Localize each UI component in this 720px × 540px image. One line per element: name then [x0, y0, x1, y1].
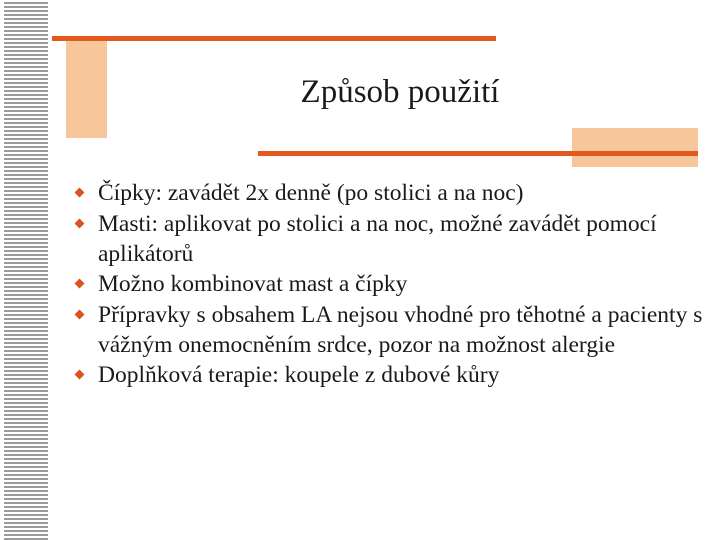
bullet-text: Možno kombinovat mast a čípky — [98, 271, 408, 297]
title-accent-block — [66, 38, 107, 138]
bullet-text: Masti: aplikovat po stolici a na noc, možné zavádět pomocí aplikátorů — [98, 210, 657, 267]
diamond-bullet-icon — [75, 309, 85, 319]
divider-line — [572, 151, 698, 156]
bullet-list — [76, 178, 706, 391]
diamond-bullet-icon — [75, 188, 85, 198]
diamond-bullet-icon — [75, 218, 85, 228]
title-accent-line — [52, 36, 496, 41]
bullet-item — [76, 360, 706, 390]
stripe-edge — [48, 0, 52, 540]
bullet-item — [76, 178, 706, 208]
slide-title: Způsob použití — [300, 74, 500, 110]
left-stripe-decoration — [0, 0, 52, 540]
diamond-bullet-icon — [75, 279, 85, 289]
bullet-item — [76, 209, 706, 269]
bullet-item — [76, 269, 706, 299]
bullet-item — [76, 300, 706, 360]
diamond-bullet-icon — [75, 370, 85, 380]
bullet-text: Přípravky s obsahem LA nejsou vhodné pro těhotné a pacienty s vážným onemocněním srdce, pozor na možnost alergie — [98, 301, 703, 358]
bullet-text: Doplňková terapie: koupele z dubové kůry — [98, 362, 500, 388]
divider-accent-block — [572, 128, 698, 167]
bullet-text: Čípky: zavádět 2x denně (po stolici a na noc) — [98, 180, 524, 206]
stripe-edge — [0, 0, 4, 540]
